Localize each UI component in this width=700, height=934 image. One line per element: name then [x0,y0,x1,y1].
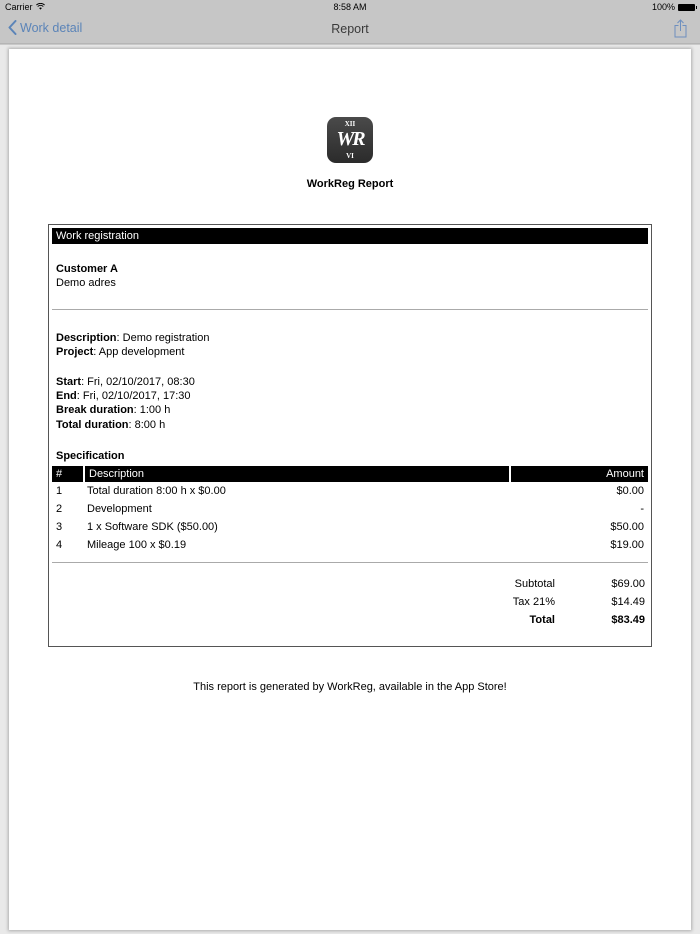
customer-name: Customer A [56,263,118,275]
customer-block [56,262,118,290]
report-viewer[interactable] [0,45,700,934]
table-row: 1 Total duration 8:00 h x $0.00 $0.00 [56,485,644,497]
status-bar [0,0,700,14]
table-row: 2 Development - [56,503,644,515]
divider [52,309,648,310]
footer-note: This report is generated by WorkReg, available in the App Store! [193,681,507,693]
section-header: Work registration [52,228,648,244]
report-page [9,49,691,930]
table-row: 3 1 x Software SDK ($50.00) $50.00 [56,521,644,533]
tax-row: Tax 21% $14.49 [512,596,645,608]
carrier-label: Carrier [5,2,45,12]
specification-table [52,466,648,554]
customer-address: Demo adres [56,277,116,290]
detail-project: Project: App development [56,346,185,359]
table-row: 4 Mileage 100 x $0.19 $19.00 [56,539,644,551]
report-title: WorkReg Report [306,178,394,190]
navigation-bar [0,14,700,44]
share-icon [674,19,687,38]
time-end: End: Fri, 02/10/2017, 17:30 [56,390,191,403]
divider [52,562,648,563]
work-registration-box [48,224,652,647]
times-block [56,375,195,432]
table-header [52,466,648,482]
detail-description: Description: Demo registration [56,332,210,344]
column-header-number: # [52,466,83,482]
column-header-amount: Amount [511,466,648,482]
battery-full-icon [678,4,695,11]
time-break: Break duration: 1:00 h [56,404,171,417]
page-title: Report [331,22,369,36]
total-row: Total $83.49 [529,614,645,626]
workreg-logo: XII WR VI [327,117,373,163]
column-header-description: Description [85,466,509,482]
time-start: Start: Fri, 02/10/2017, 08:30 [56,376,195,388]
specification-title: Specification [56,450,125,462]
totals-block [435,575,645,629]
battery-indicator [652,2,695,12]
back-label: Work detail [20,20,83,35]
battery-percent: 100% [651,2,675,12]
time-total: Total duration: 8:00 h [56,418,166,431]
subtotal-row: Subtotal $69.00 [514,578,645,590]
share-button[interactable] [674,19,687,43]
clock: 8:58 AM [333,2,367,12]
details-block [56,331,209,359]
